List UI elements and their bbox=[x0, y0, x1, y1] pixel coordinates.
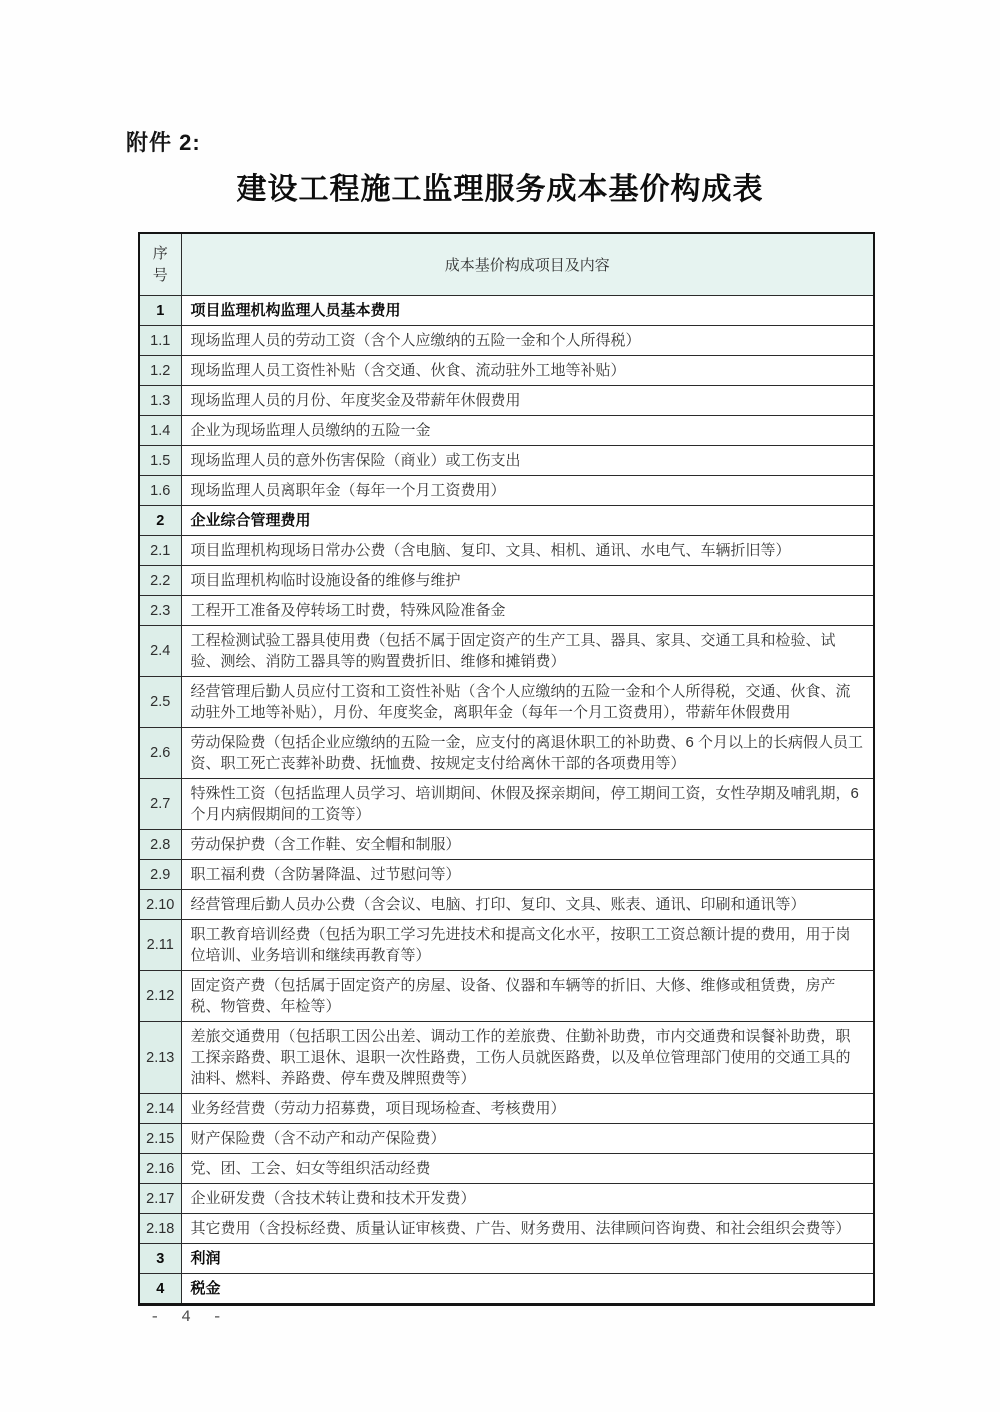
row-content: 劳动保险费（包括企业应缴纳的五险一金，应支付的离退休职工的补助费、6 个月以上的长病假人员工资、职工死亡丧葬补助费、抚恤费、按规定支付给离休干部的各项费用等） bbox=[181, 728, 874, 779]
table-row bbox=[139, 326, 874, 356]
page-number: - 4 - bbox=[150, 1308, 229, 1326]
row-number: 2.18 bbox=[139, 1214, 181, 1244]
row-content: 党、团、工会、妇女等组织活动经费 bbox=[181, 1154, 874, 1184]
row-number: 2.9 bbox=[139, 860, 181, 890]
row-number: 1.1 bbox=[139, 326, 181, 356]
row-number: 2.11 bbox=[139, 920, 181, 971]
row-number: 2.2 bbox=[139, 566, 181, 596]
row-content: 职工福利费（含防暑降温、过节慰问等） bbox=[181, 860, 874, 890]
row-content: 差旅交通费用（包括职工因公出差、调动工作的差旅费、住勤补助费，市内交通费和误餐补助费，职工探亲路费、职工退休、退职一次性路费，工伤人员就医路费，以及单位管理部门使用的交通工具的油料、燃料、养路费、停车费及牌照费等） bbox=[181, 1022, 874, 1094]
table-row bbox=[139, 677, 874, 728]
row-number: 2.7 bbox=[139, 779, 181, 830]
cost-composition-table bbox=[138, 232, 875, 1306]
table-row bbox=[139, 728, 874, 779]
table-body bbox=[139, 296, 874, 1305]
table-row bbox=[139, 860, 874, 890]
table-row bbox=[139, 830, 874, 860]
table-row bbox=[139, 890, 874, 920]
row-content: 劳动保护费（含工作鞋、安全帽和制服） bbox=[181, 830, 874, 860]
header-seq-number: 序号 bbox=[139, 233, 181, 296]
row-content: 职工教育培训经费（包括为职工学习先进技术和提高文化水平，按职工工资总额计提的费用，用于岗位培训、业务培训和继续再教育等） bbox=[181, 920, 874, 971]
row-number: 2.17 bbox=[139, 1184, 181, 1214]
row-content: 税金 bbox=[181, 1274, 874, 1305]
table-row bbox=[139, 1214, 874, 1244]
row-number: 2.4 bbox=[139, 626, 181, 677]
document-title: 建设工程施工监理服务成本基价构成表 bbox=[236, 173, 764, 206]
table-row bbox=[139, 626, 874, 677]
row-number: 1.6 bbox=[139, 476, 181, 506]
table-row bbox=[139, 356, 874, 386]
row-number: 4 bbox=[139, 1274, 181, 1305]
row-content: 项目监理机构临时设施设备的维修与维护 bbox=[181, 566, 874, 596]
row-number: 1.3 bbox=[139, 386, 181, 416]
table-row bbox=[139, 1022, 874, 1094]
row-content: 特殊性工资（包括监理人员学习、培训期间、休假及探亲期间，停工期间工资，女性孕期及哺乳期，6 个月内病假期间的工资等） bbox=[181, 779, 874, 830]
row-number: 2.10 bbox=[139, 890, 181, 920]
table-row bbox=[139, 1124, 874, 1154]
row-content: 现场监理人员的月份、年度奖金及带薪年休假费用 bbox=[181, 386, 874, 416]
table-row bbox=[139, 1094, 874, 1124]
table-row bbox=[139, 1154, 874, 1184]
row-content: 业务经营费（劳动力招募费，项目现场检查、考核费用） bbox=[181, 1094, 874, 1124]
table-row bbox=[139, 1244, 874, 1274]
table-row bbox=[139, 296, 874, 326]
row-content: 现场监理人员的意外伤害保险（商业）或工伤支出 bbox=[181, 446, 874, 476]
row-number: 2 bbox=[139, 506, 181, 536]
row-content: 固定资产费（包括属于固定资产的房屋、设备、仪器和车辆等的折旧、大修、维修或租赁费，房产税、物管费、年检等） bbox=[181, 971, 874, 1022]
row-number: 2.5 bbox=[139, 677, 181, 728]
table-row bbox=[139, 416, 874, 446]
row-number: 2.1 bbox=[139, 536, 181, 566]
row-number: 1.4 bbox=[139, 416, 181, 446]
row-content: 项目监理机构监理人员基本费用 bbox=[181, 296, 874, 326]
row-number: 2.15 bbox=[139, 1124, 181, 1154]
row-content: 其它费用（含投标经费、质量认证审核费、广告、财务费用、法律顾问咨询费、和社会组织会费等） bbox=[181, 1214, 874, 1244]
row-number: 2.8 bbox=[139, 830, 181, 860]
row-number: 2.14 bbox=[139, 1094, 181, 1124]
row-content: 财产保险费（含不动产和动产保险费） bbox=[181, 1124, 874, 1154]
row-content: 工程开工准备及停转场工时费，特殊风险准备金 bbox=[181, 596, 874, 626]
row-number: 2.6 bbox=[139, 728, 181, 779]
table-row bbox=[139, 596, 874, 626]
row-content: 现场监理人员的劳动工资（含个人应缴纳的五险一金和个人所得税） bbox=[181, 326, 874, 356]
table-row bbox=[139, 1274, 874, 1305]
row-content: 经营管理后勤人员办公费（含会议、电脑、打印、复印、文具、账表、通讯、印刷和通讯等） bbox=[181, 890, 874, 920]
row-content: 现场监理人员离职年金（每年一个月工资费用） bbox=[181, 476, 874, 506]
row-number: 2.16 bbox=[139, 1154, 181, 1184]
row-content: 项目监理机构现场日常办公费（含电脑、复印、文具、相机、通讯、水电气、车辆折旧等） bbox=[181, 536, 874, 566]
attachment-label: 附件 2: bbox=[126, 130, 201, 155]
row-content: 利润 bbox=[181, 1244, 874, 1274]
row-content: 经营管理后勤人员应付工资和工资性补贴（含个人应缴纳的五险一金和个人所得税，交通、伙食、流动驻外工地等补贴），月份、年度奖金，离职年金（每年一个月工资费用），带薪年休假费用 bbox=[181, 677, 874, 728]
row-number: 2.12 bbox=[139, 971, 181, 1022]
table-row bbox=[139, 1184, 874, 1214]
table-row bbox=[139, 920, 874, 971]
row-content: 工程检测试验工器具使用费（包括不属于固定资产的生产工具、器具、家具、交通工具和检验、试验、测绘、消防工器具等的购置费折旧、维修和摊销费） bbox=[181, 626, 874, 677]
row-number: 1.2 bbox=[139, 356, 181, 386]
table-header-row bbox=[139, 233, 874, 296]
table-row bbox=[139, 386, 874, 416]
header-content: 成本基价构成项目及内容 bbox=[181, 233, 874, 296]
table-row bbox=[139, 566, 874, 596]
table-row bbox=[139, 506, 874, 536]
row-number: 2.3 bbox=[139, 596, 181, 626]
table-row bbox=[139, 446, 874, 476]
row-number: 1 bbox=[139, 296, 181, 326]
row-content: 现场监理人员工资性补贴（含交通、伙食、流动驻外工地等补贴） bbox=[181, 356, 874, 386]
row-number: 3 bbox=[139, 1244, 181, 1274]
row-content: 企业研发费（含技术转让费和技术开发费） bbox=[181, 1184, 874, 1214]
table-row bbox=[139, 971, 874, 1022]
row-number: 2.13 bbox=[139, 1022, 181, 1094]
table-row bbox=[139, 476, 874, 506]
table-row bbox=[139, 779, 874, 830]
row-number: 1.5 bbox=[139, 446, 181, 476]
row-content: 企业为现场监理人员缴纳的五险一金 bbox=[181, 416, 874, 446]
row-content: 企业综合管理费用 bbox=[181, 506, 874, 536]
table-row bbox=[139, 536, 874, 566]
